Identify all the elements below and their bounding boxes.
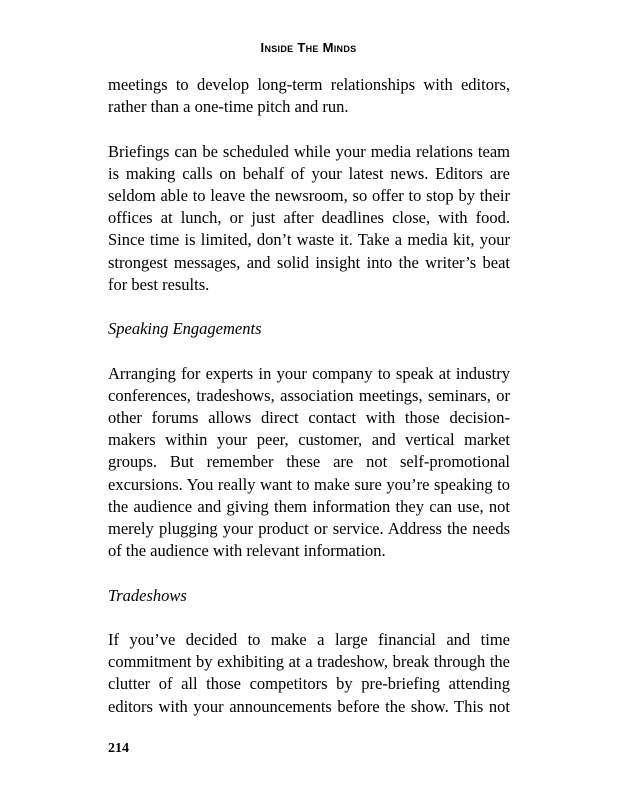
paragraph-meetings: meetings to develop long-term relationships with editors, rather than a one-time pitch and run. [108,75,510,117]
paragraph-speaking-engagements: Arranging for experts in your company to speak at industry conferences, tradeshows, association meetings, seminars, or other forums allows direct contact with those decision-makers within your peer, customer, and vertical market groups. But remember these are not self-promotional excursions. You really want to make sure you’re speaking to the audience and giving them information they can use, not merely plugging your product or service. Address the needs of the audience with relevant information. [108,363,510,561]
paragraph-briefings: Briefings can be scheduled while your media relations team is making calls on behalf of your latest news. Editors are seldom able to leave the newsroom, so offer to stop by their offices at lunch, or just after deadlines close, with food. Since time is limited, don’t waste it. Take a media kit, your strongest messages, and solid insight into the writer’s beat for best results. [108,141,510,294]
page-body [108,74,510,740]
paragraph-tradeshows: If you’ve decided to make a large financial and time commitment by exhibiting at a tradeshow, break through the clutter of all those competitors by pre-briefing attending editors with your announcements before the show. This not [108,630,510,716]
page-number: 214 [108,741,129,756]
section-heading-speaking-engagements: Speaking Engagements [108,319,262,339]
running-header: Inside The Minds [260,40,357,55]
section-heading-tradeshows: Tradeshows [108,585,187,605]
